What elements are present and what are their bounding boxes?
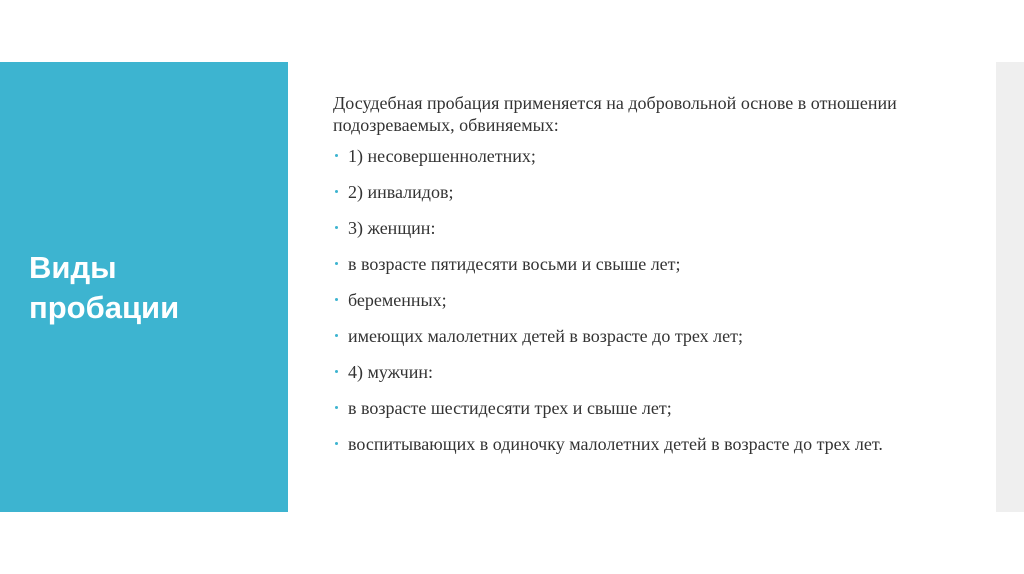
bullet-icon bbox=[335, 190, 338, 193]
slide-title bbox=[29, 248, 279, 328]
slide-title-line-1: Виды bbox=[29, 250, 117, 285]
bullet-icon bbox=[335, 262, 338, 265]
list-item-text: имеющих малолетних детей в возрасте до трех лет; bbox=[348, 326, 744, 346]
slide-title-line-2: пробации bbox=[29, 290, 180, 325]
list-item bbox=[333, 397, 953, 419]
list-item-text: 1) несовершеннолетних; bbox=[348, 146, 536, 166]
list-item-text: в возрасте пятидесяти восьми и свыше лет; bbox=[348, 254, 681, 274]
list-item bbox=[333, 181, 953, 203]
list-item-text: 2) инвалидов; bbox=[348, 182, 454, 202]
list-item-text: 3) женщин: bbox=[348, 218, 436, 238]
bullet-icon bbox=[335, 334, 338, 337]
list-item bbox=[333, 253, 953, 275]
list-item bbox=[333, 325, 953, 347]
bullet-icon bbox=[335, 370, 338, 373]
bullet-list bbox=[333, 145, 953, 455]
intro-paragraph: Досудебная пробация применяется на добровольной основе в отношении подозреваемых, обвиняемых: bbox=[333, 93, 897, 135]
list-item bbox=[333, 145, 953, 167]
bullet-icon bbox=[335, 298, 338, 301]
bullet-icon bbox=[335, 154, 338, 157]
list-item-text: в возрасте шестидесяти трех и свыше лет; bbox=[348, 398, 672, 418]
list-item bbox=[333, 433, 953, 455]
slide-content bbox=[333, 92, 953, 469]
list-item bbox=[333, 289, 953, 311]
list-item bbox=[333, 217, 953, 239]
bullet-icon bbox=[335, 226, 338, 229]
list-item-text: 4) мужчин: bbox=[348, 362, 433, 382]
bullet-icon bbox=[335, 406, 338, 409]
list-item-text: воспитывающих в одиночку малолетних детей в возрасте до трех лет. bbox=[348, 434, 883, 454]
list-item bbox=[333, 361, 953, 383]
side-strip bbox=[996, 62, 1024, 512]
bullet-icon bbox=[335, 442, 338, 445]
list-item-text: беременных; bbox=[348, 290, 447, 310]
